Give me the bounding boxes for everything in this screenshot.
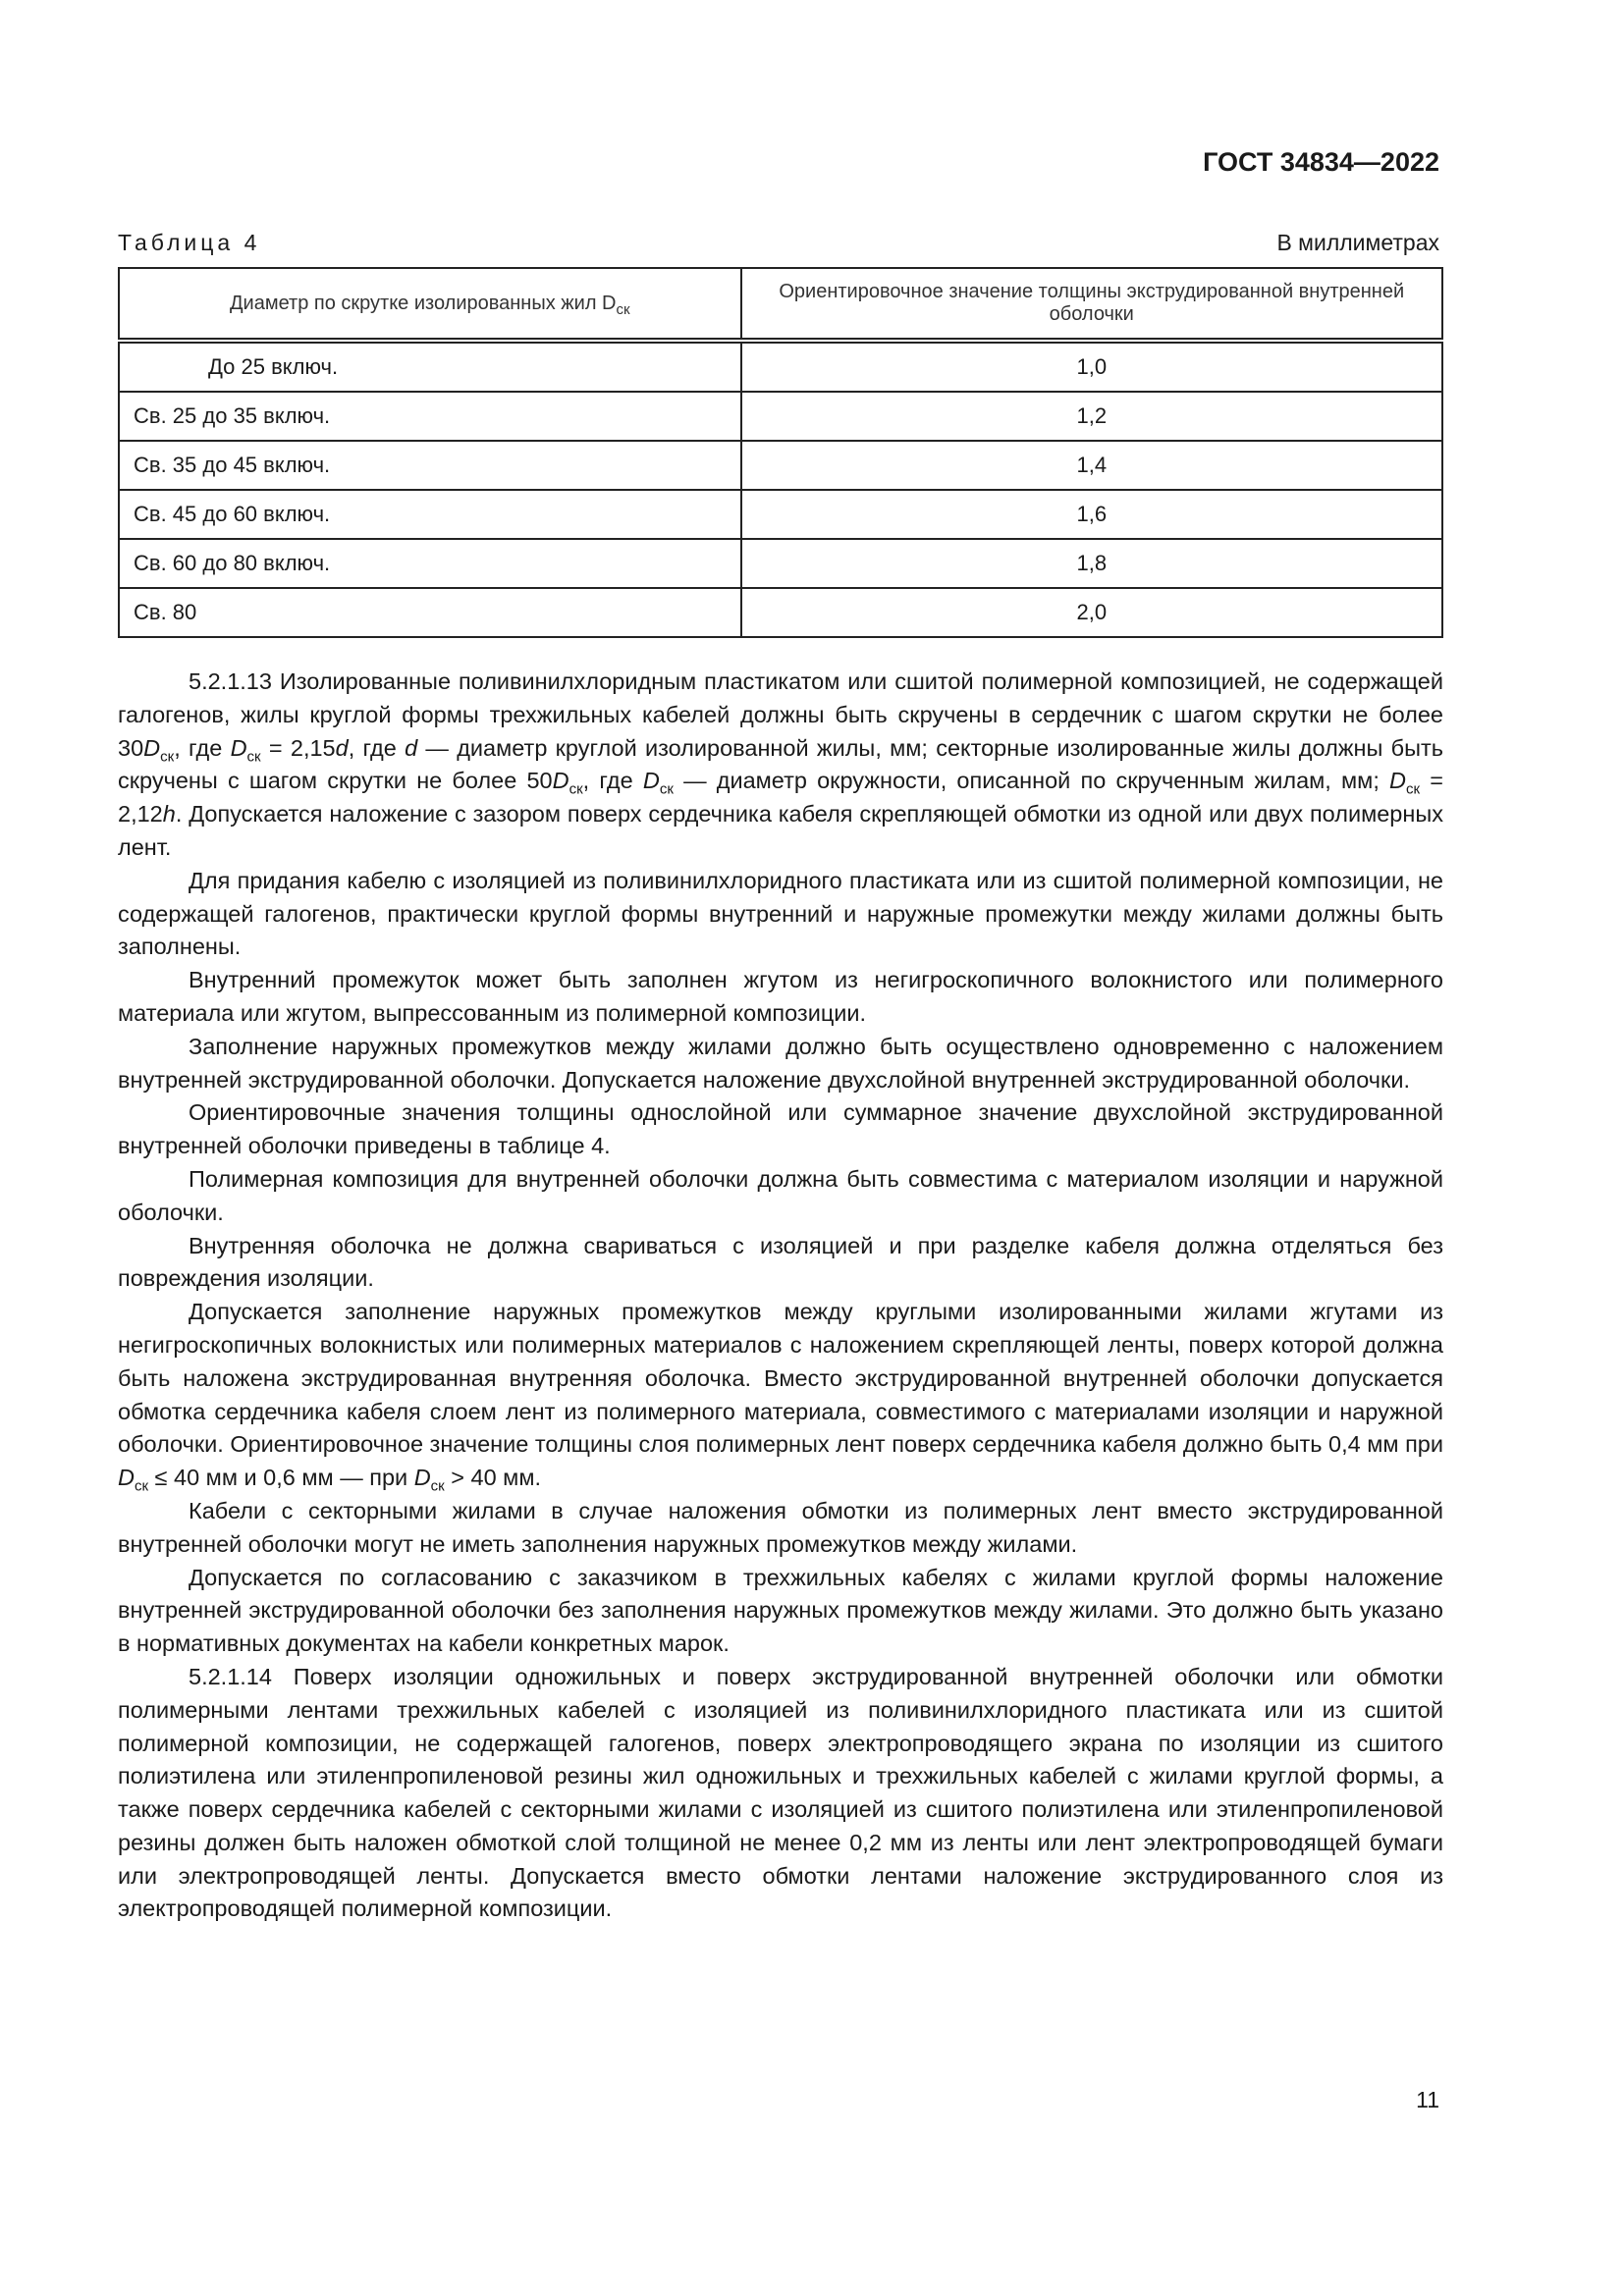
table-units: В миллиметрах (1276, 230, 1439, 255)
header-text: Диаметр по скрутке изолированных жил D (229, 292, 617, 314)
paragraph (118, 1163, 1443, 1230)
text-segment: D (552, 768, 569, 794)
range-cell: Св. 35 до 45 включ. (119, 441, 741, 490)
text-segment: 5.2.1.13 Изолированные поливинилхлоридным пластикатом или сшитой полимерной композицией, не содержащей галогенов, жилы круглой формы трехжильных кабелей должны быть скручены в сердечник с шагом скрутки не более 30 (118, 668, 1443, 761)
text-segment: Внутренняя оболочка не должна свариваться с изоляцией и при разделке кабеля должна отделяться без повреждения изоляции. (118, 1232, 1443, 1292)
text-segment: Допускается по согласованию с заказчиком в трехжильных кабелях с жилами круглой формы наложение внутренней экструдированной оболочки без заполнения наружных промежутков между жилами. Это должно быть указано в нормативных документах на кабели конкретных марок. (118, 1564, 1443, 1657)
table-row (119, 539, 1442, 588)
paragraph (118, 666, 1443, 865)
col-thickness-header: Ориентировочное значение толщины экструдированной внутренней оболочки (741, 268, 1442, 341)
table-header-row (119, 268, 1442, 341)
paragraph (118, 1031, 1443, 1097)
table-row (119, 441, 1442, 490)
text-segment: > 40 мм. (444, 1465, 542, 1491)
value-cell: 1,2 (741, 392, 1442, 441)
paragraph (118, 1562, 1443, 1661)
text-segment: = 2,12 (118, 768, 1443, 828)
paragraph (118, 1661, 1443, 1926)
table-row (119, 341, 1442, 392)
text-segment: ск (246, 748, 261, 766)
paragraph (118, 964, 1443, 1031)
document-id: ГОСТ 34834—2022 (1203, 147, 1439, 177)
text-segment: — диаметр окружности, описанной по скрученным жилам, мм; (673, 768, 1390, 794)
range-cell: Св. 60 до 80 включ. (119, 539, 741, 588)
value-cell: 1,6 (741, 490, 1442, 539)
text-segment: d (405, 734, 418, 761)
thickness-table (118, 267, 1443, 638)
text-segment: D (413, 1465, 431, 1491)
text-segment: D (230, 734, 247, 761)
text-segment: 5.2.1.14 Поверх изоляции одножильных и поверх экструдированной внутренней оболочки или обмотки полимерными лентами трехжильных кабелей с изоляцией из поливинилхлоридного пластиката или из сшитой полимерной композиции, не содержащей галогенов, поверх электропроводящего экрана по изоляции из сшитого полиэтилена или этиленпропиленовой резины жил одножильных и трехжильных кабелей с жилами круглой формы, а также поверх сердечника кабелей с секторными жилами с изоляцией из сшитого полиэтилена или этиленпропиленовой резины должен быть наложен обмоткой слой толщиной не менее 0,2 мм из ленты или лент электропроводящей бумаги или электропроводящей ленты. Допускается вместо обмотки лентами наложение экструдированного слоя из электропроводящей полимерной композиции. (118, 1663, 1443, 1922)
table-row (119, 490, 1442, 539)
text-segment: D (118, 1465, 135, 1491)
header-subscript: ск (616, 300, 630, 318)
text-segment: D (143, 734, 161, 761)
text-segment: ск (430, 1477, 445, 1495)
range-cell: Св. 80 (119, 588, 741, 637)
range-cell: Св. 25 до 35 включ. (119, 392, 741, 441)
text-segment: , где (582, 768, 643, 794)
text-segment: Внутренний промежуток может быть заполнен жгутом из негигроскопичного волокнистого или полимерного материала или жгутом, выпрессованным из полимерной композиции. (118, 967, 1443, 1026)
paragraph (118, 1296, 1443, 1495)
text-segment: — диаметр круглой изолированной жилы, мм; секторные изолированные жилы должны быть скручены с шагом скрутки не более 50 (118, 734, 1443, 794)
text-segment: ск (568, 781, 583, 799)
paragraph (118, 1495, 1443, 1562)
text-segment: Полимерная композиция для внутренней оболочки должна быть совместима с материалом изоляции и наружной оболочки. (118, 1165, 1443, 1225)
text-segment: Кабели с секторными жилами в случае наложения обмотки из полимерных лент вместо экструдированной внутренней оболочки могут не иметь заполнения наружных промежутков между жилами. (118, 1497, 1443, 1557)
range-cell: До 25 включ. (119, 341, 741, 392)
paragraph (118, 865, 1443, 964)
body-text (118, 666, 1443, 1926)
value-cell: 1,8 (741, 539, 1442, 588)
text-segment: d (335, 734, 349, 761)
value-cell: 1,4 (741, 441, 1442, 490)
text-segment: ск (659, 781, 674, 799)
text-segment: Ориентировочные значения толщины однослойной или суммарное значение двухслойной экструдированной внутренней оболочки приведены в таблице 4. (118, 1099, 1443, 1159)
text-segment: Заполнение наружных промежутков между жилами должно быть осуществлено одновременно с наложением внутренней экструдированной оболочки. Допускается наложение двухслойной внутренней экструдированной оболочки. (118, 1033, 1443, 1093)
text-segment: D (1389, 768, 1407, 794)
text-segment: , где (348, 734, 406, 761)
table-row (119, 588, 1442, 637)
text-segment: . Допускается наложение с зазором поверх сердечника кабеля скрепляющей обмотки из одной или двух полимерных лент. (118, 801, 1443, 860)
text-segment: Допускается заполнение наружных промежутков между круглыми изолированными жилами жгутами из негигроскопичных волокнистых или полимерных материалов с наложением скрепляющей ленты, поверх которой должна быть наложена экструдированная внутренняя оболочка. Вместо экструдированной внутренней оболочки допускается обмотка сердечника кабеля слоем лент из полимерного материала, совместимого с материалами изоляции и наружной оболочки. Ориентировочное значение толщины слоя полимерных лент поверх сердечника кабеля должно быть 0,4 мм при (118, 1299, 1443, 1458)
text-segment: = 2,15 (260, 734, 336, 761)
table-caption: Таблица 4 (118, 230, 261, 255)
text-segment: ск (160, 748, 175, 766)
paragraph (118, 1096, 1443, 1163)
text-segment: ≤ 40 мм и 0,6 мм — при (148, 1465, 414, 1491)
value-cell: 2,0 (741, 588, 1442, 637)
table-row (119, 392, 1442, 441)
text-segment: h (162, 801, 176, 828)
value-cell: 1,0 (741, 341, 1442, 392)
paragraph (118, 1230, 1443, 1297)
text-segment: ск (134, 1477, 149, 1495)
text-segment: Для придания кабелю с изоляцией из поливинилхлоридного пластиката или из сшитой полимерной композиции, не содержащей галогенов, практически круглой формы внутренний и наружные промежутки между жилами должны быть заполнены. (118, 867, 1443, 960)
text-segment: D (642, 768, 660, 794)
text-segment: , где (174, 734, 231, 761)
col-diameter-header (119, 268, 741, 341)
page-number: 11 (1416, 2087, 1439, 2112)
range-cell: Св. 45 до 60 включ. (119, 490, 741, 539)
text-segment: ск (1406, 781, 1421, 799)
